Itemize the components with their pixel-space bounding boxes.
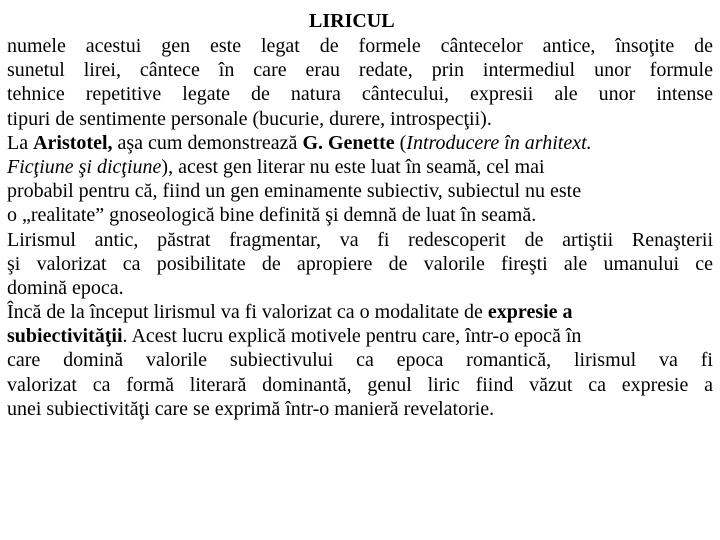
text-line: domină epoca. xyxy=(7,276,124,299)
name-aristotel: Aristotel, xyxy=(33,131,113,154)
text-line xyxy=(7,131,713,155)
text-line xyxy=(7,300,713,324)
text-line: tipuri de sentimente personale (bucurie, durere, introspecţii). xyxy=(7,107,492,130)
text-span: . Acest lucru explică motivele pentru care, într-o epocă în xyxy=(122,325,582,348)
paragraph-renastere xyxy=(7,228,713,301)
text-line: unei subiectivităţi care se exprimă într-o manieră revelatorie. xyxy=(7,397,495,420)
text-line: care domină valorile subiectivului ca epoca romantică, lirismul va fi xyxy=(7,349,713,372)
key-term: subiectivităţii xyxy=(7,325,123,348)
paragraph-subiectivitate xyxy=(7,300,713,421)
book-title: Introducere în arhitext. xyxy=(406,131,592,154)
text-line xyxy=(7,155,713,179)
name-genette: G. Genette xyxy=(302,131,395,154)
text-line: o „realitate” gnoseologică bine definită şi demnă de luat în seamă. xyxy=(7,204,537,227)
text-span: ( xyxy=(394,131,407,154)
text-span: ), acest gen literar nu este luat în seamă, cel mai xyxy=(161,155,545,178)
book-title: Ficţiune şi dicţiune xyxy=(7,155,162,178)
text-line xyxy=(7,324,713,348)
text-line: sunetul lirei, cântece în care erau redate, prin intermediul unor formule xyxy=(7,59,713,82)
text-span: Încă de la început lirismul va fi valorizat ca o modalitate de xyxy=(7,301,488,324)
page-title: LIRICUL xyxy=(309,10,395,32)
text-line: probabil pentru că, fiind un gen eminamente subiectiv, subiectul nu este xyxy=(7,180,582,203)
text-span: La xyxy=(7,131,34,154)
document-page xyxy=(7,0,713,421)
text-line: numele acestui gen este legat de formele cântecelor antice, însoţite de xyxy=(7,35,713,57)
text-line: tehnice repetitive legate de natura cântecului, expresii ale unor intense xyxy=(7,83,713,106)
text-line: şi valorizat ca posibilitate de apropiere de valorile fireşti ale umanului ce xyxy=(7,252,713,275)
text-line: valorizat ca formă literară dominantă, genul liric fiind văzut ca expresie a xyxy=(7,373,713,396)
key-term: expresie a xyxy=(487,301,573,324)
text-line: Lirismul antic, păstrat fragmentar, va fi redescoperit de artiştii Renaşterii xyxy=(7,228,713,251)
text-span: aşa cum demonstrează xyxy=(112,131,303,154)
paragraph-definition xyxy=(7,34,713,131)
paragraph-aristotel xyxy=(7,131,713,228)
